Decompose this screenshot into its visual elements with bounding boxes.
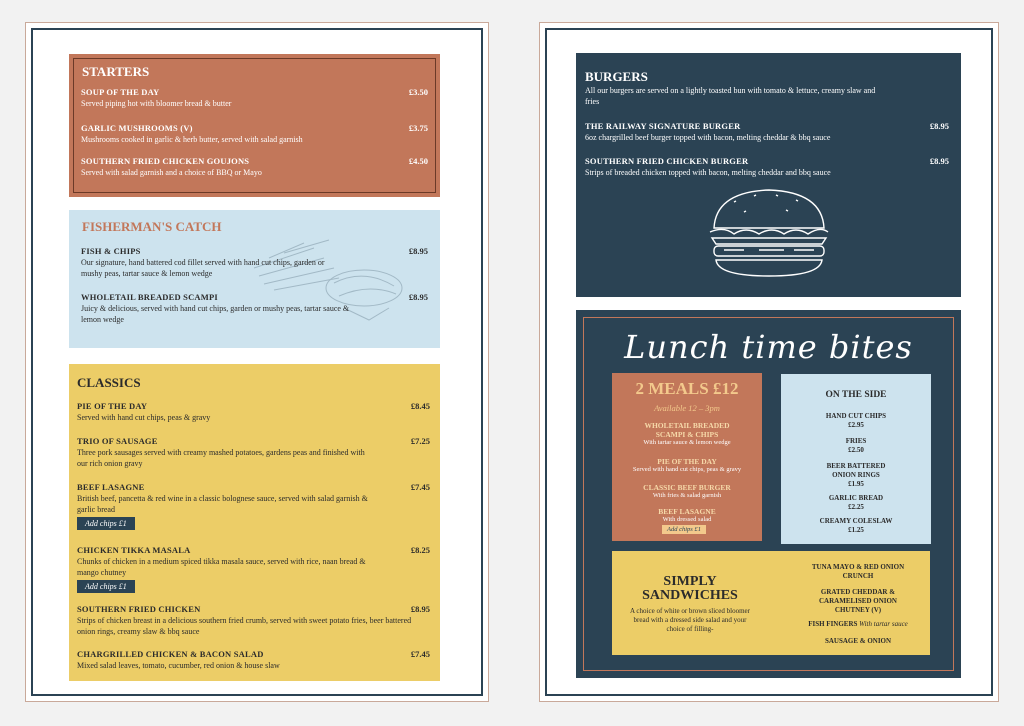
item-price: £8.95 <box>408 246 428 256</box>
item-description: 6oz chargrilled beef burger topped with bacon, melting cheddar & bbq sauce <box>585 133 831 142</box>
side-title: ON THE SIDE <box>825 390 887 400</box>
item-description: Three pork sausages served with creamy mashed potatoes, gardens peas and finished with our rich onion gravy <box>77 448 365 468</box>
item-description: Strips of chicken breast in a delicious southern fried crumb, served with sweet potato fries, beer battered onion rings, creamy slaw & bbq sauce <box>77 616 412 636</box>
side-item-price: £1.95 <box>848 480 864 488</box>
lunch-title: Lunch time bites <box>624 328 913 366</box>
side-item-name: CREAMY COLESLAW <box>819 517 893 525</box>
item-description: Our signature, hand battered cod fillet served with hand cut chips, garden or mushy peas, tartar sauce & lemon wedge <box>81 258 325 278</box>
item-name: SOUTHERN FRIED CHICKEN <box>77 604 201 614</box>
left-menu-page <box>25 22 489 702</box>
sandwiches-title-line1: SIMPLY <box>663 574 717 589</box>
side-item-name: GARLIC BREAD <box>828 494 884 502</box>
lunch-section <box>576 310 961 678</box>
classic-item <box>77 545 430 578</box>
deal-item-name: CLASSIC BEEF BURGER <box>643 483 731 492</box>
item-name: THE RAILWAY SIGNATURE BURGER <box>585 121 741 131</box>
side-item-name: HAND CUT CHIPS <box>825 412 887 420</box>
filling-name: GRATED CHEDDAR & CARAMELISED ONION CHUTNEY (V) <box>819 588 897 614</box>
on-the-side-box <box>781 374 931 544</box>
item-description: Served with hand cut chips, peas & gravy <box>77 413 211 422</box>
burgers-intro: All our burgers are served on a lightly toasted bun with tomato & lettuce, creamy slaw and fries <box>585 86 876 106</box>
classic-item <box>77 649 430 672</box>
deal-item-name: WHOLETAIL BREADED SCAMPI & CHIPS <box>644 421 730 439</box>
deal-item <box>618 457 756 474</box>
side-item <box>816 462 896 489</box>
classics-section <box>69 364 440 681</box>
right-menu-page <box>539 22 999 702</box>
item-price: £7.25 <box>410 436 430 446</box>
item-name: SOUTHERN FRIED CHICKEN GOUJONS <box>81 156 250 166</box>
starters-section <box>69 54 440 197</box>
filling-name: TUNA MAYO & RED ONION CRUNCH <box>811 563 905 580</box>
item-description: Served piping hot with bloomer bread & butter <box>81 99 232 108</box>
item-name: CHARGRILLED CHICKEN & BACON SALAD <box>77 649 264 659</box>
fish-item <box>81 292 428 325</box>
item-description: Strips of breaded chicken topped with bacon, melting cheddar and bbq sauce <box>585 168 831 177</box>
item-price: £8.95 <box>929 156 949 166</box>
burger-item <box>585 121 949 144</box>
deal-item-name: PIE OF THE DAY <box>657 457 717 466</box>
sandwich-filling <box>788 637 928 646</box>
item-description: Served with salad garnish and a choice of BBQ or Mayo <box>81 168 262 177</box>
side-item-price: £1.25 <box>848 526 864 534</box>
item-name: SOUTHERN FRIED CHICKEN BURGER <box>585 156 749 166</box>
item-price: £8.45 <box>410 401 430 411</box>
starter-item <box>81 87 428 110</box>
item-name: SOUP OF THE DAY <box>81 87 160 97</box>
fishermans-catch-section <box>69 210 440 348</box>
side-item-name: BEER BATTERED ONION RINGS <box>826 462 886 479</box>
item-price: £3.50 <box>408 87 428 97</box>
add-chips-badge: Add chips £1 <box>77 517 135 530</box>
item-name: BEEF LASAGNE <box>77 482 145 492</box>
filling-name: FISH FINGERS <box>808 620 858 628</box>
sandwich-filling <box>788 588 928 615</box>
classics-title: CLASSICS <box>77 375 141 390</box>
side-item-price: £2.95 <box>848 421 864 429</box>
deal-item <box>618 507 756 524</box>
burger-illustration <box>704 186 834 278</box>
item-price: £7.45 <box>410 482 430 492</box>
deal-item-name: BEEF LASAGNE <box>658 507 716 516</box>
item-description: Mushrooms cooked in garlic & herb butter, served with salad garnish <box>81 135 303 144</box>
starters-title: STARTERS <box>82 64 150 79</box>
sandwich-filling <box>788 563 928 581</box>
sandwiches-title-line2: SANDWICHES <box>642 588 738 603</box>
deal-item <box>620 421 754 447</box>
item-name: GARLIC MUSHROOMS (V) <box>81 123 193 133</box>
item-description: British beef, pancetta & red wine in a classic bolognese sauce, served with salad garnish & garlic bread <box>77 494 368 514</box>
side-item-price: £2.50 <box>848 446 864 454</box>
item-price: £8.95 <box>408 292 428 302</box>
classic-item <box>77 401 430 424</box>
side-item <box>801 494 911 512</box>
sandwich-filling <box>788 620 928 629</box>
side-item-name: FRIES <box>845 437 867 445</box>
classic-item <box>77 482 430 515</box>
item-name: PIE OF THE DAY <box>77 401 148 411</box>
burgers-section <box>576 53 961 297</box>
classic-item <box>77 604 430 637</box>
side-item <box>801 437 911 455</box>
fish-item <box>81 246 428 279</box>
fish-title: FISHERMAN'S CATCH <box>82 219 222 234</box>
burger-item <box>585 156 949 179</box>
item-name: TRIO OF SAUSAGE <box>77 436 158 446</box>
classic-item <box>77 436 430 469</box>
add-chips-badge: Add chips £1 <box>77 580 135 593</box>
sandwiches-description: A choice of white or brown sliced bloomer bread with a dressed side salad and your choice of filling- <box>630 607 750 633</box>
filling-note: With tartar sauce <box>859 620 908 628</box>
sandwiches-box <box>612 551 930 655</box>
item-description: Juicy & delicious, served with hand cut chips, garden or mushy peas, tartar sauce & lemon wedge <box>81 304 350 324</box>
item-price: £8.95 <box>929 121 949 131</box>
item-description: Chunks of chicken in a medium spiced tikka masala sauce, served with rice, naan bread & mango chutney <box>77 557 366 577</box>
item-description: Mixed salad leaves, tomato, cucumber, red onion & house slaw <box>77 661 280 670</box>
item-price: £4.50 <box>408 156 428 166</box>
item-price: £3.75 <box>408 123 428 133</box>
deal-add-chips-badge: Add chips £1 <box>662 525 706 534</box>
item-name: WHOLETAIL BREADED SCAMPI <box>81 292 218 302</box>
deal-title: 2 MEALS £12 <box>635 379 739 398</box>
side-item <box>801 412 911 430</box>
item-name: FISH & CHIPS <box>81 246 141 256</box>
side-item-price: £2.25 <box>848 503 864 511</box>
deal-item <box>618 483 756 500</box>
deal-item-desc: With tartar sauce & lemon wedge <box>643 439 731 446</box>
deal-item-desc: With fries & salad garnish <box>652 492 722 499</box>
item-price: £8.25 <box>410 545 430 555</box>
deal-subtitle: Available 12 – 3pm <box>654 403 720 413</box>
deal-item-desc: With dressed salad <box>662 516 712 523</box>
filling-name: SAUSAGE & ONION <box>824 637 892 645</box>
starter-item <box>81 156 428 179</box>
deal-item-desc: Served with hand cut chips, peas & gravy <box>632 466 742 473</box>
meal-deal-box <box>612 373 762 541</box>
burgers-title: BURGERS <box>585 69 648 84</box>
item-name: CHICKEN TIKKA MASALA <box>77 545 191 555</box>
item-price: £7.45 <box>410 649 430 659</box>
side-item <box>801 517 911 535</box>
item-price: £8.95 <box>410 604 430 614</box>
starter-item <box>81 123 428 146</box>
